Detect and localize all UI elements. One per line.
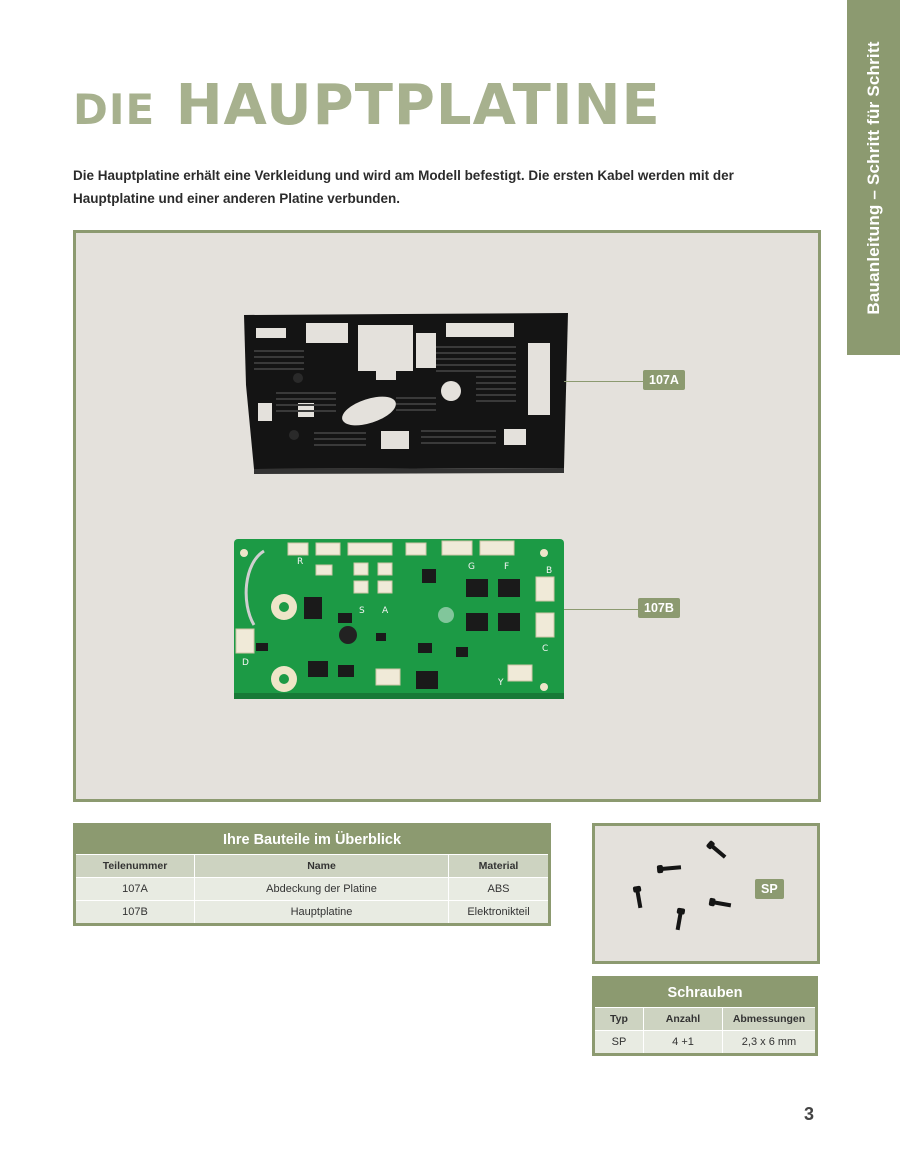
callout-leader-107a	[564, 381, 643, 382]
pcb-label-d: D	[242, 658, 249, 668]
table-cell: Hauptplatine	[195, 901, 449, 925]
parts-overview-table	[73, 823, 551, 926]
table-cell: 2,3 x 6 mm	[723, 1031, 817, 1055]
pcb-label-r: R	[297, 557, 304, 567]
pcb-label-b: B	[546, 566, 553, 576]
parts-table-title: Ihre Bauteile im Überblick	[75, 825, 550, 855]
screws-column-header: Abmessungen	[723, 1008, 817, 1031]
table-row	[75, 878, 550, 901]
parts-photo	[73, 230, 821, 802]
pcb-label-s: S	[359, 606, 365, 616]
table-cell: Abdeckung der Platine	[195, 878, 449, 901]
intro-paragraph: Die Hauptplatine erhält eine Verkleidung und wird am Modell befestigt. Die ersten Kabel werden mit der Hauptplatine und einer anderen Platine verbunden.	[73, 168, 734, 206]
callout-107a: 107A	[643, 370, 685, 390]
main-board-107b	[234, 539, 564, 699]
pcb-label-f: F	[504, 562, 510, 572]
callout-107b: 107B	[638, 598, 680, 618]
screws-table	[592, 976, 818, 1056]
callout-sp: SP	[755, 879, 784, 899]
table-cell: ABS	[449, 878, 550, 901]
page-title	[73, 66, 661, 150]
page-title-prefix: DIE	[73, 85, 156, 134]
platinum-cover-107a	[244, 313, 568, 474]
chapter-side-tab-label: Bauanleitung – Schritt für Schritt	[863, 40, 883, 315]
screws-table-title: Schrauben	[594, 978, 817, 1008]
parts-column-header: Material	[449, 855, 550, 878]
page-number: 3	[804, 1104, 815, 1124]
table-row	[75, 901, 550, 925]
table-cell: 4 +1	[644, 1031, 723, 1055]
pcb-label-y: Y	[498, 678, 504, 688]
pcb-label-c: C	[542, 644, 549, 654]
screws-column-header: Typ	[594, 1008, 644, 1031]
parts-column-header: Name	[195, 855, 449, 878]
table-cell: 107B	[75, 901, 195, 925]
callout-leader-107b	[564, 609, 638, 610]
screws-illustration	[595, 826, 817, 961]
pcb-label-a: A	[382, 606, 389, 616]
page-title-main: HAUPTPLATINE	[175, 73, 661, 138]
table-cell: Elektronikteil	[449, 901, 550, 925]
parts-illustration	[76, 233, 818, 799]
chapter-side-tab	[847, 0, 900, 355]
table-cell: 107A	[75, 878, 195, 901]
table-cell: SP	[594, 1031, 644, 1055]
screws-photo	[592, 823, 820, 964]
screws-column-header: Anzahl	[644, 1008, 723, 1031]
table-row	[594, 1031, 817, 1055]
parts-column-header: Teilenummer	[75, 855, 195, 878]
pcb-label-g: G	[468, 562, 475, 572]
